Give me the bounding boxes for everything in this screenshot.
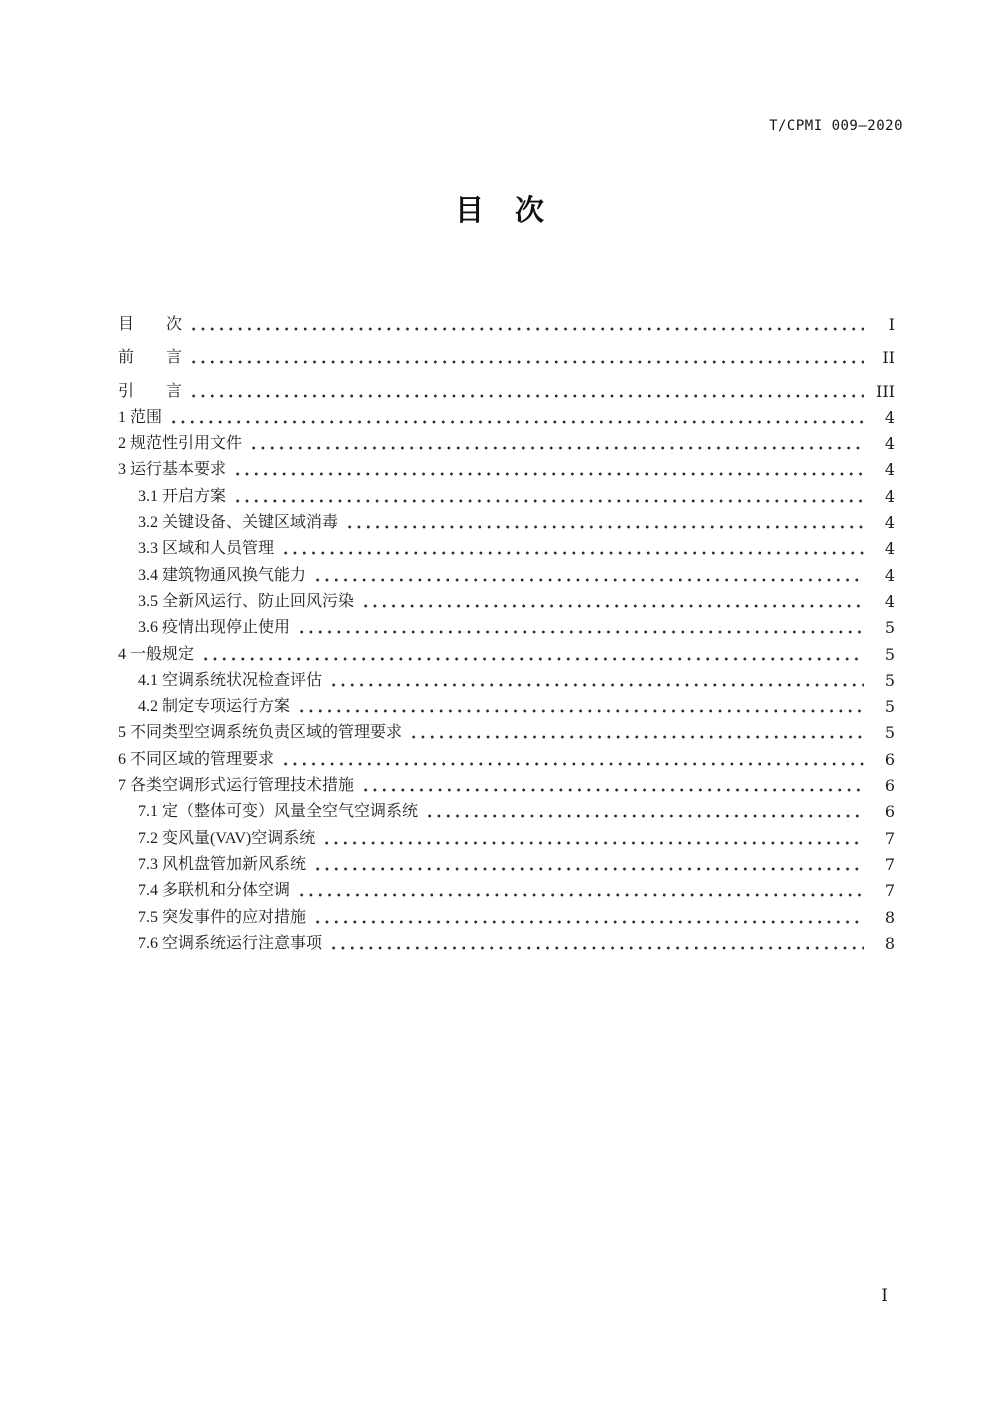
toc-entry — [118, 585, 895, 611]
dot-leader — [249, 445, 864, 451]
dot-leader — [297, 629, 864, 635]
toc-entry-page-number: 4 — [884, 539, 895, 559]
toc-entry-page-number: 6 — [884, 802, 895, 822]
toc-entry — [118, 848, 895, 874]
toc-entry-page-number: 5 — [884, 644, 895, 664]
toc-entry-page-number: 5 — [884, 618, 895, 638]
dot-leader — [361, 787, 864, 793]
toc-entry — [118, 479, 895, 505]
toc-entry — [118, 334, 895, 367]
standard-reference: T/CPMI 009—2020 — [769, 118, 903, 134]
toc-entry-label: 7.6 空调系统运行注意事项 — [138, 934, 323, 952]
dot-leader — [281, 550, 864, 556]
table-of-contents — [118, 301, 895, 953]
toc-entry — [118, 874, 895, 900]
toc-entry-label: 4 一般规定 — [118, 645, 195, 663]
dot-leader — [425, 813, 864, 819]
toc-entry — [118, 664, 895, 690]
toc-entry — [118, 795, 895, 821]
toc-entry-label: 3.1 开启方案 — [138, 487, 227, 505]
toc-entry-page-number: 4 — [884, 513, 895, 533]
toc-entry-label: 4.1 空调系统状况检查评估 — [138, 671, 323, 689]
toc-entry-page-number: 8 — [884, 907, 895, 927]
toc-entry-page-number: I — [888, 315, 895, 335]
toc-entry — [118, 301, 895, 334]
toc-entry-label: 7.2 变风量(VAV)空调系统 — [138, 829, 316, 847]
toc-entry-label: 3.2 关键设备、关键区域消毒 — [138, 514, 339, 532]
toc-entry-page-number: 4 — [884, 407, 895, 427]
toc-entry-label: 7.1 定（整体可变）风量全空气空调系统 — [138, 803, 419, 821]
dot-leader — [233, 498, 864, 504]
toc-entry-page-number: 8 — [884, 933, 895, 953]
toc-entry — [118, 900, 895, 926]
toc-entry-page-number: 6 — [884, 749, 895, 769]
toc-entry — [118, 769, 895, 795]
toc-entry-page-number: 5 — [884, 697, 895, 717]
dot-leader — [345, 524, 864, 530]
dot-leader — [189, 359, 864, 365]
dot-leader — [313, 577, 864, 583]
dot-leader — [361, 603, 864, 609]
toc-entry-page-number: 4 — [884, 565, 895, 585]
toc-entry-label: 3 运行基本要求 — [118, 461, 227, 479]
dot-leader — [409, 734, 864, 740]
toc-entry — [118, 453, 895, 479]
toc-entry — [118, 927, 895, 953]
toc-entry-page-number: 5 — [884, 723, 895, 743]
toc-entry-page-number: II — [882, 348, 895, 368]
toc-entry-page-number: III — [876, 381, 895, 401]
toc-entry — [118, 821, 895, 847]
dot-leader — [189, 393, 864, 399]
toc-entry-label: 7 各类空调形式运行管理技术措施 — [118, 777, 355, 795]
toc-entry-page-number: 7 — [884, 881, 895, 901]
toc-entry-page-number: 4 — [884, 591, 895, 611]
dot-leader — [189, 326, 864, 332]
toc-entry — [118, 532, 895, 558]
toc-entry-label: 7.4 多联机和分体空调 — [138, 882, 291, 900]
toc-entry — [118, 742, 895, 768]
toc-entry — [118, 611, 895, 637]
dot-leader — [233, 471, 864, 477]
dot-leader — [169, 419, 864, 425]
toc-entry — [118, 716, 895, 742]
toc-entry-label: 3.4 建筑物通风换气能力 — [138, 566, 307, 584]
toc-entry-label: 2 规范性引用文件 — [118, 435, 243, 453]
dot-leader — [201, 656, 864, 662]
toc-entry-page-number: 4 — [884, 434, 895, 454]
toc-entry — [118, 401, 895, 427]
toc-entry-label: 1 范围 — [118, 408, 163, 426]
toc-entry-label: 7.5 突发事件的应对措施 — [138, 908, 307, 926]
toc-entry-label: 5 不同类型空调系统负责区域的管理要求 — [118, 724, 403, 742]
toc-entry — [118, 690, 895, 716]
toc-entry-label: 3.6 疫情出现停止使用 — [138, 619, 291, 637]
toc-entry — [118, 367, 895, 400]
footer-page-number: I — [881, 1286, 888, 1306]
toc-entry-label: 7.3 风机盘管加新风系统 — [138, 855, 307, 873]
dot-leader — [329, 945, 864, 951]
toc-entry-label: 3.5 全新风运行、防止回风污染 — [138, 592, 355, 610]
toc-entry-page-number: 5 — [884, 670, 895, 690]
toc-entry-page-number: 7 — [884, 828, 895, 848]
toc-entry-label: 引 言 — [118, 382, 183, 400]
toc-entry-label: 4.2 制定专项运行方案 — [138, 698, 291, 716]
page-title: 目 次 — [454, 195, 545, 227]
toc-entry — [118, 637, 895, 663]
dot-leader — [322, 840, 864, 846]
dot-leader — [329, 682, 864, 688]
dot-leader — [297, 892, 864, 898]
dot-leader — [313, 919, 864, 925]
toc-entry-label: 6 不同区域的管理要求 — [118, 750, 275, 768]
toc-entry-page-number: 4 — [884, 486, 895, 506]
toc-entry-page-number: 4 — [884, 460, 895, 480]
toc-entry — [118, 506, 895, 532]
dot-leader — [297, 708, 864, 714]
toc-entry — [118, 558, 895, 584]
toc-entry-page-number: 7 — [884, 854, 895, 874]
toc-entry — [118, 427, 895, 453]
toc-entry-label: 3.3 区域和人员管理 — [138, 540, 275, 558]
dot-leader — [313, 866, 864, 872]
dot-leader — [281, 761, 864, 767]
toc-entry-label: 目 次 — [118, 316, 183, 334]
toc-entry-label: 前 言 — [118, 349, 183, 367]
toc-entry-page-number: 6 — [884, 776, 895, 796]
